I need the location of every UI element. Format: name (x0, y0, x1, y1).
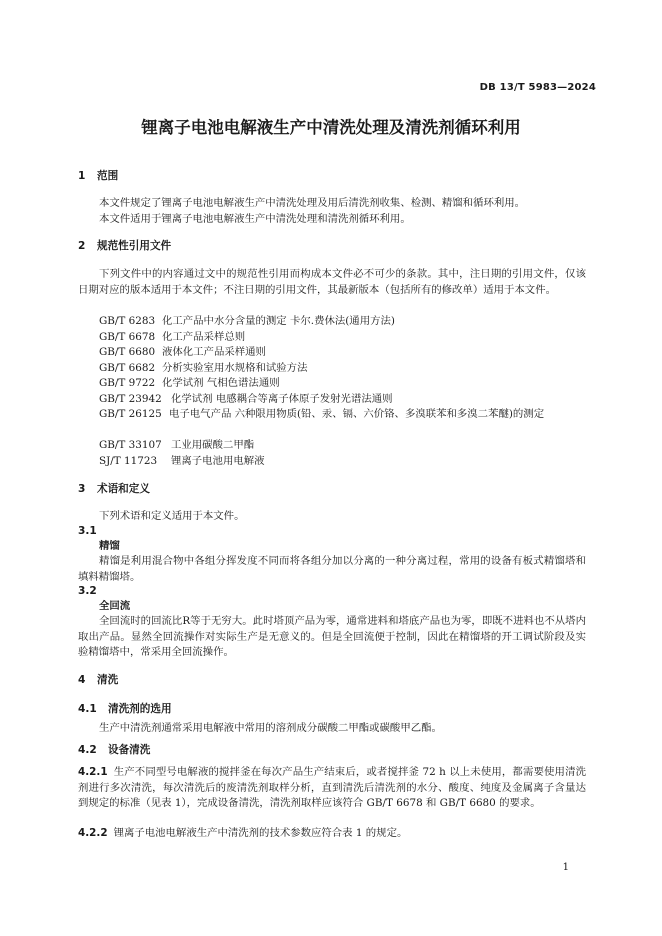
reference-name: 化工产品中水分含量的测定 卡尔.费休法(通用方法) (162, 315, 395, 327)
paragraph: 本文件规定了锂离子电池电解液生产中清洗处理及用后清洗剂收集、检测、精馏和循环利用。 (99, 197, 526, 209)
term-name: 精馏 (99, 540, 120, 552)
reference-code: GB/T 6283 (99, 315, 156, 327)
reference-code: GB/T 23942 (99, 393, 162, 405)
clause-number: 4.2.1 (78, 766, 108, 778)
reference-item (99, 330, 586, 346)
reference-item (78, 407, 586, 423)
section-title: 清洗 (97, 674, 119, 686)
paragraph: 本文件适用于锂离子电池电解液生产中清洗处理和清洗剂循环利用。 (99, 213, 411, 225)
section-title: 规范性引用文件 (97, 240, 172, 252)
term-definition: 精馏是利用混合物中各组分挥发度不同而将各组分加以分离的一种分离过程，常用的设备有板式精馏塔和填料精馏塔。 (78, 555, 586, 583)
document-code: DB 13/T 5983—2024 (479, 82, 596, 93)
reference-name: 电子电气产品 六种限用物质(铅、汞、镉、六价铬、多溴联苯和多溴二苯醚)的测定 (169, 408, 545, 420)
reference-item (99, 392, 586, 408)
section-4-heading (78, 673, 118, 689)
section-number: 1 (78, 170, 86, 182)
reference-name: 化学试剂 气相色谱法通则 (162, 377, 280, 389)
subsection-number: 4.2 (78, 744, 97, 756)
reference-code: GB/T 6680 (99, 346, 156, 358)
section-2-heading (78, 239, 171, 255)
reference-name: 工业用碳酸二甲酯 (171, 439, 255, 451)
section-1-heading (78, 169, 118, 185)
reference-name: 分析实验室用水规格和试验方法 (162, 362, 308, 374)
clause-number: 4.2.2 (78, 827, 108, 839)
paragraph: 下列术语和定义适用于本文件。 (99, 510, 245, 522)
paragraph: 下列文件中的内容通过文中的规范性引用而构成本文件必不可少的条款。其中，注日期的引用文件，仅该日期对应的版本适用于本文件；不注日期的引用文件，其最新版本（包括所有的修改单）适用于本文件。 (78, 268, 586, 296)
subsection-4-2-heading (78, 743, 150, 759)
document-title: 锂离子电池电解液生产中清洗处理及清洗剂循环利用 (141, 118, 521, 137)
reference-item (99, 376, 586, 392)
reference-name: 化学试剂 电感耦合等离子体原子发射光谱法通则 (171, 393, 393, 405)
reference-code: GB/T 26125 (99, 408, 162, 420)
reference-item (99, 454, 586, 470)
clause-text: 锂离子电池电解液生产中清洗剂的技术参数应符合表 1 的规定。 (113, 827, 408, 839)
reference-name: 锂离子电池用电解液 (171, 455, 265, 467)
section-3-heading (78, 482, 150, 498)
reference-code: GB/T 33107 (99, 439, 162, 451)
reference-code: GB/T 9722 (99, 377, 156, 389)
term-number: 3.2 (78, 585, 97, 597)
reference-item (99, 361, 586, 377)
term-definition: 全回流时的回流比R等于无穷大。此时塔顶产品为零，通常进料和塔底产品也为零，即既不进料也不从塔内取出产品。显然全回流操作对实际生产是无意义的。但是全回流便于控制，因此在精馏塔的开工调试阶段及实验精馏塔中，常采用全回流操作。 (78, 615, 586, 658)
page-number: 1 (562, 862, 569, 873)
clause-text: 生产不同型号电解液的搅拌釜在每次产品生产结束后，或者搅拌釜 72 h 以上未使用，都需要使用清洗剂进行多次清洗，每次清洗后的废清洗剂取样分析，直到清洗后清洗剂的水分、酸度、纯度及金属离子含量达到规定的标准（见表 1），完成设备清洗，清洗剂取样应该符合 GB/T 6678 和 GB/T 6680 的要求。 (78, 766, 586, 809)
reference-item (99, 438, 586, 454)
subsection-title: 清洗剂的选用 (108, 703, 172, 715)
reference-name: 液体化工产品采样通则 (162, 346, 266, 358)
reference-code: GB/T 6682 (99, 362, 156, 374)
reference-code: SJ/T 11723 (99, 455, 158, 467)
reference-item (99, 314, 586, 330)
section-number: 3 (78, 483, 86, 495)
term-name: 全回流 (99, 600, 131, 612)
term-number: 3.1 (78, 525, 97, 537)
section-title: 术语和定义 (97, 483, 150, 495)
paragraph: 生产中清洗剂通常采用电解液中常用的溶剂成分碳酸二甲酯或碳酸甲乙酯。 (99, 722, 442, 734)
clause-4-2-2 (78, 826, 586, 842)
subsection-number: 4.1 (78, 703, 97, 715)
subsection-title: 设备清洗 (108, 744, 151, 756)
section-title: 范围 (97, 170, 119, 182)
reference-name: 化工产品采样总则 (162, 331, 246, 343)
reference-code: GB/T 6678 (99, 331, 156, 343)
subsection-4-1-heading (78, 702, 172, 718)
reference-item (99, 345, 586, 361)
clause-4-2-1 (78, 765, 586, 812)
section-number: 4 (78, 674, 86, 686)
section-number: 2 (78, 240, 86, 252)
